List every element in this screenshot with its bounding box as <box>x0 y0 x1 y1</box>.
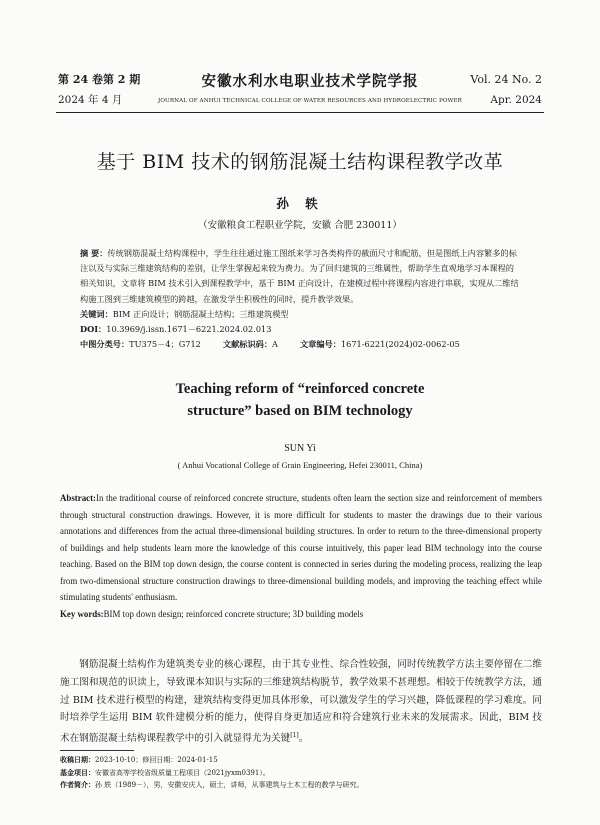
affiliation-zh: （安徽粮食工程职业学院，安徽 合肥 230011） <box>198 220 402 231</box>
article-title-en <box>0 378 600 422</box>
footnotes <box>60 754 542 792</box>
article-title-zh: 基于 BIM 技术的钢筋混凝土结构课程教学改革 <box>96 151 504 173</box>
abstract-en-label: Abstract: <box>60 493 96 503</box>
footnote-divider <box>60 750 134 751</box>
author-zh: 孙 轶 <box>276 196 324 211</box>
keywords-zh-text: BIM 正向设计；钢筋混凝土结构；三维建筑模型 <box>112 308 289 319</box>
received-label: 收稿日期： <box>60 755 95 764</box>
abstract-en-paragraph <box>60 490 542 606</box>
author-en: SUN Yi <box>284 443 316 454</box>
abstract-en-text: In the traditional course of reinforced concrete structure, students often learn the section size and reinforcement of members through structural construction drawings. However, it is more difficult for students to master the drawings due to their various annotations and differences from the actual three-dimensional building structures. In order to return to the three-dimensional property of buildings and help students learn more the knowledge of this course intuitively, this paper lead BIM technology into the course teaching. Based on the BIM top down design, the course content is connected in series during the modeling process, realizing the leap from two-dimensional structure construction drawings to three-dimensional building models, and improving the teaching effect while stimulating students' enthusiasm. <box>60 493 542 602</box>
classification-line <box>80 337 520 352</box>
header-divider <box>56 112 544 113</box>
keywords-zh-label: 关键词： <box>80 308 113 319</box>
journal-title-zh: 安徽水利水电职业技术学院学报 <box>201 73 419 90</box>
bio-label: 作者简介： <box>60 780 95 789</box>
doi-value: 10.3969/j.issn.1671－6221.2024.02.013 <box>106 324 272 335</box>
author-bio <box>60 779 542 792</box>
bio-value: 孙 轶（1989－），男，安徽安庆人，硕士，讲师，从事建筑与土木工程的教学与研究。 <box>95 781 364 789</box>
abstract-zh-text: 传统钢筋混凝土结构课程中，学生往往通过施工图纸来学习各类构件的截面尺寸和配筋，但是图纸上内容繁多的标注以及与实际三维建筑结构的差别，让学生掌握起来较为费力。为了回归建筑的三维属性，帮助学生直观地学习本课程的相关知识，文章将 BIM 技术引入到课程教学中，基于 BIM 正向设计，在建模过程中将课程内容进行串联，实现从二维结构施工图到三维建筑模型的跨越，在激发学生积极性的同时，提升教学效果。 <box>80 248 519 304</box>
abstract-zh-label: 摘 要： <box>80 248 108 258</box>
abstract-zh-paragraph <box>80 246 520 307</box>
article-no-label: 文章编号： <box>299 339 341 350</box>
abstract-zh <box>80 246 520 352</box>
fund-note <box>60 767 542 780</box>
journal-header <box>150 70 470 104</box>
doi-line <box>80 322 520 337</box>
keywords-en <box>60 606 542 623</box>
body-text-end: 。 <box>298 733 309 745</box>
doc-code-label: 文献标识码： <box>222 339 273 350</box>
date-zh: 2024 年 4 月 <box>58 94 123 106</box>
article-no-value: 1671-6221(2024)02-0062-05 <box>340 339 460 350</box>
fund-label: 基金项目： <box>60 767 95 777</box>
fund-value: 安徽省高等学校省级质量工程项目（2021jyxm0391）。 <box>95 768 270 777</box>
volume-en: Vol. 24 No. 2 <box>470 73 542 86</box>
date-en: Apr. 2024 <box>490 94 542 106</box>
received-value: 2023-10-10；修回日期：2024-01-15 <box>95 756 218 764</box>
abstract-en <box>60 490 542 622</box>
title-en-line1: Teaching reform of “reinforced concrete <box>175 381 425 397</box>
title-en-line2: structure” based on BIM technology <box>187 403 413 419</box>
body-paragraph <box>60 656 542 748</box>
header-right <box>470 72 542 108</box>
volume-zh: 第 24 卷第 2 期 <box>58 73 141 86</box>
body-text: 钢筋混凝土结构作为建筑类专业的核心课程，由于其专业性、综合性较强，同时传统教学方法主要停留在二维施工图和规范的识读上，导致课本知识与实际的三维建筑结构脱节，教学效果不甚理想。相较于传统教学方法，通过 BIM 技术进行模型的构建，建筑结构变得更加具体形象，可以激发学生的学习兴趣，降低课程的学习难度。同时培养学生运用 BIM 软件建模分析的能力，使得自身更加适应和符合建筑行业未来的发展需求。因此，BIM 技术在钢筋混凝土结构课程教学中的引入就显得尤为关键 <box>60 659 542 745</box>
journal-title-en: JOURNAL OF ANHUI TECHNICAL COLLEGE OF WATER RESOURCES AND HYDROELECTRIC POWER <box>158 98 462 104</box>
citation-ref: [1] <box>290 732 299 740</box>
keywords-zh <box>80 307 520 322</box>
keywords-en-label: Key words: <box>60 608 104 619</box>
header-left <box>58 72 140 108</box>
doc-code-value: A <box>272 339 278 350</box>
affiliation-en: ( Anhui Vocational College of Grain Engineering, Hefei 230011, China) <box>177 460 423 470</box>
doi-label: DOI： <box>80 324 107 335</box>
keywords-en-text: BIM top down design; reinforced concrete structure; 3D building models <box>103 608 364 619</box>
received-date <box>60 754 542 767</box>
clc-value: TU375－4；G712 <box>129 339 201 350</box>
clc-label: 中图分类号： <box>80 339 130 350</box>
